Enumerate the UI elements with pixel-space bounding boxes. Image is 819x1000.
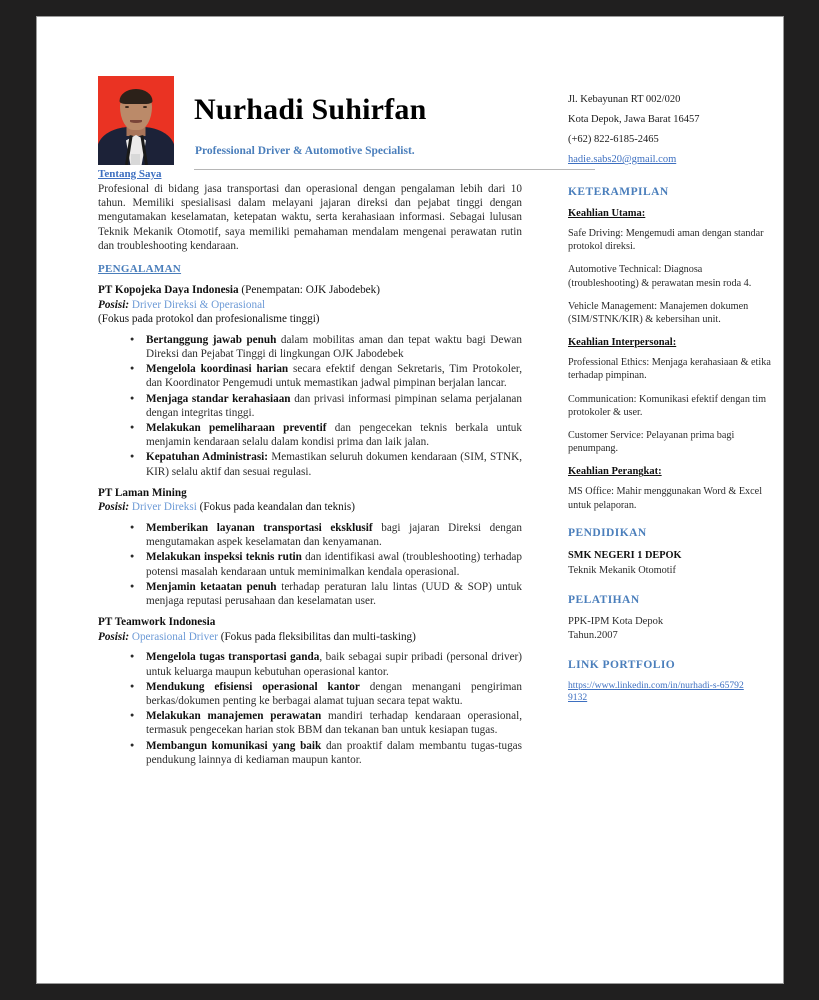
contact-phone: (+62) 822-6185-2465 — [568, 134, 659, 145]
profile-photo — [98, 76, 174, 165]
job-company — [98, 283, 522, 298]
job-bullet-text: mandiri terhadap kendaraan operasional, termasuk pengecekan harian stok BBM dan tekanan ban untuk kesiapan tugas. — [146, 710, 522, 737]
skills-subheading: Keahlian Utama: — [568, 208, 646, 219]
job-bullet-text: dalam mobilitas aman dan tepat waktu bagi Dewan Direksi dan Pejabat Tinggi di lingkungan OJK Jabodebek — [146, 333, 522, 360]
job-note: (Fokus pada protokol dan profesionalisme tinggi) — [98, 313, 320, 326]
job-bullet-text: Memastikan seluruh dokumen kendaraan (SIM, STNK, KIR) selalu aktif dan sesuai regulasi. — [146, 451, 522, 478]
skill-item: Vehicle Management: Manajemen dokumen (SIM/STNK/KIR) & kebersihan unit. — [568, 300, 749, 326]
education-entry — [568, 548, 773, 579]
education-major: Teknik Mekanik Otomotif — [568, 564, 676, 576]
job-bullet-highlight: Melakukan pemeliharaan preventif — [146, 422, 327, 435]
job-bullet-list — [98, 650, 522, 767]
section-title-education: PENDIDIKAN — [568, 526, 647, 539]
job-role-value: Operasional Driver — [129, 630, 218, 643]
job-bullet — [146, 450, 522, 478]
experience-list — [98, 283, 522, 767]
section-title-skills: KETERAMPILAN — [568, 186, 669, 198]
job-bullet-highlight: Kepatuhan Administrasi: — [146, 451, 269, 464]
job-company-name: PT Teamwork Indonesia — [98, 616, 216, 629]
job-bullet-text: dan privasi informasi pimpinan selama perjalanan dengan integritas tinggi. — [146, 392, 522, 419]
job-bullet-list — [98, 521, 522, 608]
job-bullet — [146, 709, 522, 737]
job-role — [98, 500, 522, 515]
job-bullet — [146, 550, 522, 578]
experience-item — [98, 615, 522, 767]
skills-list — [568, 207, 773, 512]
candidate-tagline: Professional Driver & Automotive Specialist. — [195, 145, 415, 157]
job-role-label: Posisi: — [98, 501, 130, 514]
photo-mouth — [130, 120, 142, 123]
skills-subheading: Keahlian Interpersonal: — [568, 337, 677, 349]
job-bullet-text: dan pengecekan teknis berkala untuk menjamin kendaraan selalu dalam kondisi prima dan laik jalan. — [146, 422, 522, 449]
photo-eye-left — [125, 106, 129, 108]
job-company — [98, 615, 522, 630]
experience-item — [98, 283, 522, 479]
job-bullet-highlight: Mengelola koordinasi harian — [146, 363, 289, 376]
job-bullet — [146, 650, 522, 678]
job-bullet — [146, 392, 522, 420]
training-entry — [568, 615, 773, 644]
job-bullet — [146, 421, 522, 449]
sidebar-column — [568, 185, 773, 716]
candidate-name: Nurhadi Suhirfan — [194, 93, 427, 126]
job-bullet-text: , baik sebagai supir pribadi (personal driver) untuk keluarga maupun kebutuhan operasional kantor. — [146, 651, 522, 678]
job-bullet-highlight: Memberikan layanan transportasi eksklusif — [146, 522, 373, 535]
job-bullet-text: secara efektif dengan Sekretaris, Tim Protokoler, dan Koordinator Pengemudi untuk memastikan jadwal pimpinan berjalan lancar. — [146, 363, 522, 390]
section-title-portfolio: LINK PORTFOLIO — [568, 658, 676, 671]
job-bullet-highlight: Membangun komunikasi yang baik — [146, 739, 322, 752]
job-bullet-highlight: Melakukan manajemen perawatan — [146, 710, 322, 723]
contact-email-link[interactable]: hadie.sabs20@gmail.com — [568, 154, 677, 165]
skill-item: Professional Ethics: Menjaga kerahasiaan & etika terhadap pimpinan. — [568, 357, 771, 382]
job-bullet-list — [98, 333, 522, 479]
job-bullet-text: terhadap peraturan lalu lintas (UUD & SOP) untuk menjaga reputasi perusahaan dan keselamatan user. — [146, 580, 522, 608]
job-bullet-highlight: Mengelola tugas transportasi ganda — [146, 651, 320, 664]
job-company-name: PT Laman Mining — [98, 486, 187, 499]
section-title-training: PELATIHAN — [568, 593, 640, 606]
job-bullet — [146, 739, 522, 767]
job-company-suffix: (Penempatan: OJK Jabodebek) — [238, 284, 380, 297]
skill-item: MS Office: Mahir menggunakan Word & Excel untuk pelaporan. — [568, 486, 763, 511]
job-bullet-highlight: Mendukung efisiensi operasional kantor — [146, 680, 360, 693]
job-bullet-highlight: Bertanggung jawab penuh — [146, 333, 277, 346]
job-company-name: PT Kopojeka Daya Indonesia — [98, 284, 239, 297]
job-bullet-text: bagi jajaran Direksi dengan mengutamakan aspek keselamatan dan kenyamanan. — [146, 522, 522, 549]
portfolio-link[interactable]: https://www.linkedin.com/in/nurhadi-s-657929132 — [568, 679, 744, 703]
job-bullet-highlight: Menjaga standar kerahasiaan — [146, 392, 291, 405]
about-paragraph: Profesional di bidang jasa transportasi dan operasional dengan pengalaman lebih dari 10 tahun. Memiliki spesialisasi dalam melayani jajaran direksi dan pejabat tinggi dengan mengutamakan keselamatan, ketepatan waktu, serta kerahasiaan informasi. Sebagai lulusan Teknik Mekanik Otomotif, saya memiliki pemahaman mendalam mengenai perawatan rutin dan troubleshooting kendaraan. — [98, 183, 522, 252]
job-bullet — [146, 680, 522, 708]
job-bullet-highlight: Melakukan inspeksi teknis rutin — [146, 551, 302, 564]
photo-id-badge — [131, 154, 140, 165]
job-role-label: Posisi: — [98, 630, 130, 643]
contact-address-line2: Kota Depok, Jawa Barat 16457 — [568, 114, 700, 125]
job-note-inline: (Fokus pada fleksibilitas dan multi-tasking) — [217, 630, 416, 643]
job-bullet-text: dan identifikasi awal (troubleshooting) terhadap potensi masalah kendaraan untuk meminimalkan kendala operasional. — [146, 551, 522, 578]
job-bullet-text: dan proaktif dalam membantu tugas-tugas pendukung lainnya di kediaman maupun kantor. — [146, 739, 522, 766]
job-bullet — [146, 362, 522, 390]
contact-address-line1: Jl. Kebayunan RT 002/020 — [568, 94, 681, 105]
job-role-value: Driver Direksi — [129, 501, 197, 514]
skill-item: Communication: Komunikasi efektif dengan tim protokoler & user. — [568, 393, 767, 418]
job-role-label: Posisi: — [98, 298, 130, 311]
skill-item: Automotive Technical: Diagnosa (troubleshooting) & perawatan mesin roda 4. — [568, 264, 752, 289]
job-role — [98, 630, 522, 645]
section-title-about[interactable]: Tentang Saya — [98, 168, 162, 180]
job-company — [98, 486, 522, 501]
job-role-value: Driver Direksi & Operasional — [129, 298, 266, 311]
job-note-inline: (Fokus pada keandalan dan teknis) — [196, 501, 355, 514]
skill-item: Customer Service: Pelayanan prima bagi penumpang. — [568, 430, 735, 455]
job-bullet-highlight: Menjamin ketaatan penuh — [146, 580, 277, 593]
training-line1: PPK-IPM Kota Depok — [568, 615, 664, 627]
job-role — [98, 298, 522, 313]
section-title-experience[interactable]: PENGALAMAN — [98, 263, 182, 276]
training-line2: Tahun.2007 — [568, 630, 618, 642]
job-bullet-text: dengan menangani pengiriman berkas/dokumen penting ke berbagai alamat tujuan secara tepat waktu. — [146, 680, 522, 708]
experience-item — [98, 486, 522, 608]
photo-eye-right — [143, 106, 147, 108]
job-bullet — [146, 333, 522, 361]
skills-subheading: Keahlian Perangkat: — [568, 466, 662, 478]
photo-hair — [120, 89, 153, 104]
education-school: SMK NEGERI 1 DEPOK — [568, 549, 682, 561]
main-column — [98, 167, 522, 768]
job-bullet — [146, 580, 522, 608]
skill-item: Safe Driving: Mengemudi aman dengan standar protokol direksi. — [568, 228, 764, 253]
contact-block — [568, 90, 768, 170]
job-bullet — [146, 521, 522, 549]
resume-page — [37, 17, 783, 983]
portfolio-entry — [568, 680, 773, 704]
